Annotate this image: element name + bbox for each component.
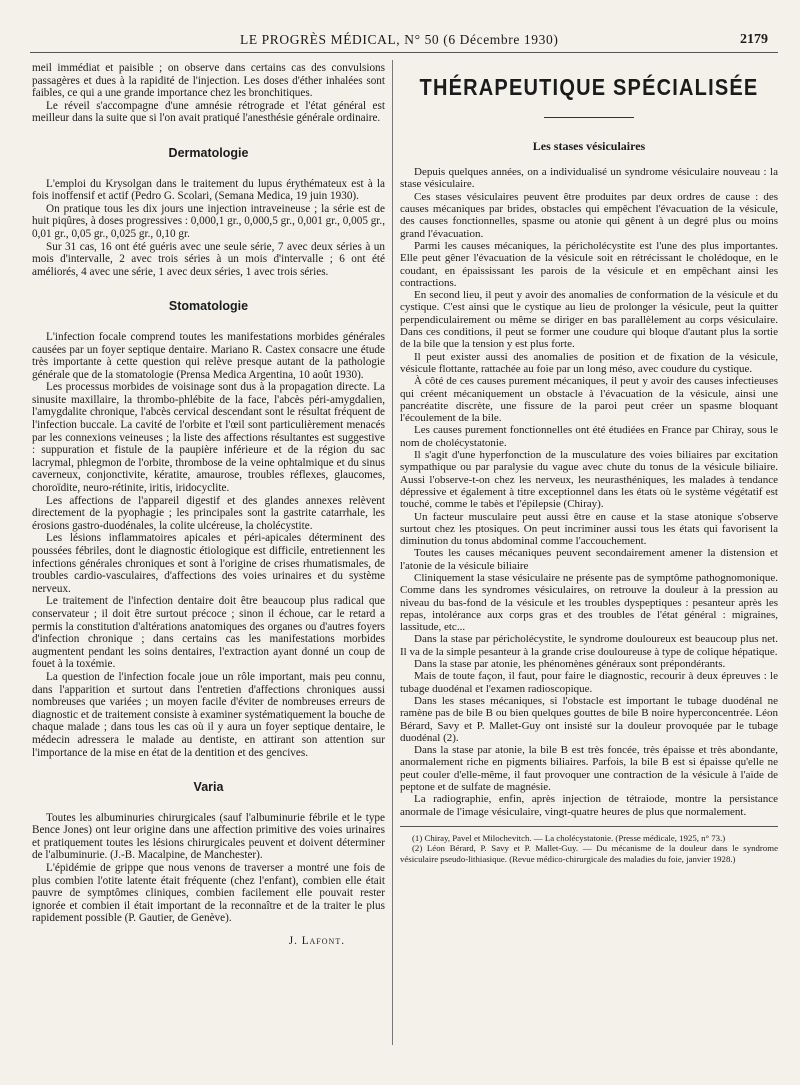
intro-paragraph: meil immédiat et paisible ; on observe dans certains cas des convulsions passagères et dues à la rapidité de l'injection. Les doses d'éther inhalées sont faibles, ce qui a une grande importance chez les bronchitiques. [32, 62, 385, 100]
intro-paragraph: Le réveil s'accompagne d'une amnésie rétrograde et l'état général est meilleur dans la suite que si l'on avait pratiqué l'anesthésie générale ordinaire. [32, 99, 385, 125]
author-signature: J. Lafont. [288, 935, 345, 948]
body-paragraph: Le traitement de l'infection dentaire doit être beaucoup plus radical que conservateur ; il doit être surtout précoce ; sinon il échoue, car le retard a permis la constitution d'altérations anatomiques des organes ou d'autres foyers d'infection chronique ; dans certains cas les manifestations morbides augmentent pendant les soins dentaires, l'extraction ayant donné un coup de fouet à la toxémie. [32, 595, 385, 671]
footnote: (2) Léon Bérard, P. Savy et P. Mallet-Guy. — Du mécanisme de la douleur dans le syndrome vésiculaire pseudo-lithiasique. (Revue médico-chirurgicale des maladies du foie, janvier 1928.) [400, 843, 778, 864]
body-paragraph: Toutes les albuminuries chirurgicales (sauf l'albuminurie fébrile et le type Bence Jones) ont leur origine dans une affection primitive des voies urinaires et pratiquement toutes les lésions chirurgicales peuvent et doivent déterminer de l'albuminurie. (J.-B. Macalpine, de Manchester). [32, 811, 385, 862]
page-number: 2179 [740, 32, 768, 47]
body-paragraph: Ces stases vésiculaires peuvent être produites par deux ordres de cause : des causes mécaniques par brides, obstacles qui empêchent l'évacuation de la vésicule, des causes fonctionnelles, spasme ou atonie qui gênent à un degré plus ou moins grand l'évacuation. [400, 190, 778, 240]
body-paragraph: Les processus morbides de voisinage sont dus à la propagation directe. La sinusite maxillaire, la thrombo-phlébite de la face, l'abcès péri-amygdalien, l'amygdalite chronique, l'abcès cervical descendant sont le résultat fréquent de l'infection buccale. La cavité de l'orbite et l'œil sont particulièrement menacés par les connexions veineuses ; la liste des affections résultantes est suggestive : suppuration et fistule de la paupière inférieure et de la région du sac lacrymal, phlegmon de l'orbite, thrombose de la veine ophtalmique et du sinus caverneux, conjonctivite, kératite, amaurose, troubles réflexes, glaucomes, choroïdite, neuro-rétinite, iritis, iridocyclite. [32, 381, 385, 495]
section-title-dermatologie: Dermatologie [168, 145, 249, 160]
body-paragraph: Depuis quelques années, on a individualisé un syndrome vésiculaire nouveau : la stase vésiculaire. [400, 166, 778, 191]
body-paragraph: Dans les stases mécaniques, si l'obstacle est important le tubage duodénal ne ramène pas de bile B ou bien quelques gouttes de bile B noire hyperconcentrée. Léon Bérard, Savy et P. Mallet-Guy ont insisté sur la douleur provoquée par le tubage duodénal (2). [400, 694, 778, 744]
column-divider [392, 60, 393, 1045]
left-column [32, 62, 385, 948]
body-paragraph: Dans la stase par atonie, la bile B est très foncée, très épaisse et très abondante, anormalement riche en pigments biliaires. Parfois, la bile B est si épaisse qu'elle ne peut couler d'elle-même, il faut provoquer une contraction de la vésicule à l'aide de peptone et de sulfate de magnésie. [400, 744, 778, 794]
body-paragraph: La radiographie, enfin, après injection de tétraiode, montre la persistance anormale de l'image vésiculaire, vingt-quatre heures de plus que normalement. [400, 793, 778, 818]
article-title: Les stases vésiculaires [532, 138, 646, 153]
footnote-rule [400, 826, 778, 827]
section-title-varia: Varia [193, 780, 224, 795]
body-paragraph: On pratique tous les dix jours une injection intraveineuse ; la série est de huit piqûres, à doses progressives : 0,000,1 gr., 0,000,5 gr., 0,001 gr., 0,005 gr., 0,01 gr., 0,05 gr., 0,025 gr., 0,10 gr. [32, 202, 386, 240]
running-header [30, 30, 778, 53]
body-paragraph: L'emploi du Krysolgan dans le traitement du lupus érythémateux est à la fois inoffensif et actif (Pedro G. Scolari, (Semana Medica, 19 juin 1930). [32, 177, 385, 203]
right-column [400, 62, 778, 864]
body-paragraph: Cliniquement la stase vésiculaire ne présente pas de symptôme pathognomonique. Comme dans les syndromes vésiculaires, on retrouve la douleur à la pression au niveau du bas-fond de la vésicule et les troubles dyspeptiques : pesanteur après les repas, intolérance aux corps gras et des troubles de l'état général : migraines, lassitude, etc... [400, 571, 778, 634]
body-paragraph: Les lésions inflammatoires apicales et péri-apicales déterminent des poussées fébriles, dont le diagnostic étiologique est difficile, entretiennent les infections générales chroniques et sont à l'origine de crises rhumatismales, de troubles cardio-vasculaires, d'affections des voies urinaires et du système nerveux. [32, 532, 385, 595]
body-paragraph: Un facteur musculaire peut aussi être en cause et la stase atonique s'observe surtout chez les ptosiques. On peut incriminer aussi tous les états qui favorisent la diminution du tonus abdominal comme l'accouchement. [400, 510, 778, 548]
body-paragraph: En second lieu, il peut y avoir des anomalies de conformation de la vésicule et du cystique. C'est ainsi que le cystique au lieu de prolonger la vésicule, peut la quitter perpendiculairement ou même se diriger en bas parallèlement au corps vésiculaire. Dans ces conditions, il peut se former une coudure qui bloque d'autant plus la sortie de la bile que la tension y est plus forte. [400, 289, 778, 351]
running-title: LE PROGRÈS MÉDICAL, N° 50 (6 Décembre 1930) [240, 32, 559, 47]
body-paragraph: Toutes les causes mécaniques peuvent secondairement amener la distension et l'atonie de la vésicule biliaire [400, 547, 778, 572]
body-paragraph: Dans la stase par péricholécystite, le syndrome douloureux est beaucoup plus net. Il va de la simple pesanteur à la grande crise douloureuse à type de colique hépatique. [400, 633, 778, 658]
body-paragraph: Dans la stase par atonie, les phénomènes généraux sont prépondérants. [414, 658, 726, 671]
body-paragraph: Sur 31 cas, 16 ont été guéris avec une seule série, 7 avec deux séries à un mois d'intervalle, 2 avec trois séries à un mois d'intervalle ; 6 ont été améliorés, 4 avec une série, 1 avec deux séries, 1 avec trois séries. [32, 240, 385, 278]
body-paragraph: L'infection focale comprend toutes les manifestations morbides générales causées par un foyer septique dentaire. Mariano R. Castex consacre une étude très importante à cette question qui relève presque autant de la pathologie générale que de la stomatologie (Prensa Medica Argentina, 10 août 1930). [32, 330, 385, 381]
section-title-therapeutique: THÉRAPEUTIQUE SPÉCIALISÉE [419, 75, 759, 101]
section-title-stomatologie: Stomatologie [168, 299, 249, 314]
body-paragraph: Il peut exister aussi des anomalies de position et de fixation de la vésicule, vésicule flottante, rattachée au foie par un long méso, avec coudure du cystique. [400, 350, 778, 375]
body-paragraph: Parmi les causes mécaniques, la péricholécystite est l'une des plus importantes. Elle peut gêner l'évacuation de la vésicule soit en rétrécissant le cholédoque, en le coudant, en épaississant les parois de la vésicule et en empêchant ainsi les contractions. [400, 239, 778, 289]
body-paragraph: À côté de ces causes purement mécaniques, il peut y avoir des causes infectieuses qui créent mécaniquement un obstacle à l'évacuation de la vésicule, ainsi une pancréatite discrète, une fissure de la paroi peut créer un spasme bloquant l'écoulement de la bile. [400, 375, 778, 425]
body-paragraph: Mais de toute façon, il faut, pour faire le diagnostic, recourir à deux épreuves : le tubage duodénal et l'examen radioscopique. [400, 670, 778, 695]
title-rule [544, 117, 634, 118]
body-paragraph: La question de l'infection focale joue un rôle important, mais peu connu, dans l'apparition et surtout dans l'entretien d'affections chroniques aussi nombreuses que variées ; un moyen facile d'éviter de nombreuses erreurs de diagnostic et de traitement consiste à examiner systématiquement la bouche de chaque malade ; dans tous les cas où il y aura un foyer septique dentaire, le médecin adressera le malade au dentiste, en attirant son attention sur l'importance de la mise en état de la dentition et des gencives. [32, 670, 385, 759]
body-paragraph: Les causes purement fonctionnelles ont été étudiées en France par Chiray, sous le nom de cholécystatonie. [400, 424, 778, 449]
body-paragraph: Il s'agit d'une hyperfonction de la musculature des voies biliaires par excitation sympathique ou par paralysie du vague avec chute du tonus de la vésicule biliaire. Aussi l'observe-t-on chez les nerveux, les neurasthéniques, les malades à tendance dépressive et également à titre exceptionnel dans les états où le système végétatif est touché, comme le tabès et l'épilepsie (Chiray). [400, 449, 778, 511]
body-paragraph: L'épidémie de grippe que nous venons de traverser a montré une fois de plus combien l'otite latente était fréquente (chez l'enfant), combien elle était pauvre de symptômes cliniques, combien facilement elle pouvait rester ignorée et combien il était important de la reconnaître et de la traiter le plus rapidement possible (P. Gautier, de Genève). [32, 862, 385, 925]
body-paragraph: Les affections de l'appareil digestif et des glandes annexes relèvent directement de la pyophagie ; les principales sont la gastrite catarrhale, les érosions gastro-duodénales, la colite ulcéreuse, la cholécystite. [32, 494, 385, 532]
footnote: (1) Chiray, Pavel et Milochevitch. — La cholécystatonie. (Presse médicale, 1925, n° 73.) [412, 832, 726, 843]
